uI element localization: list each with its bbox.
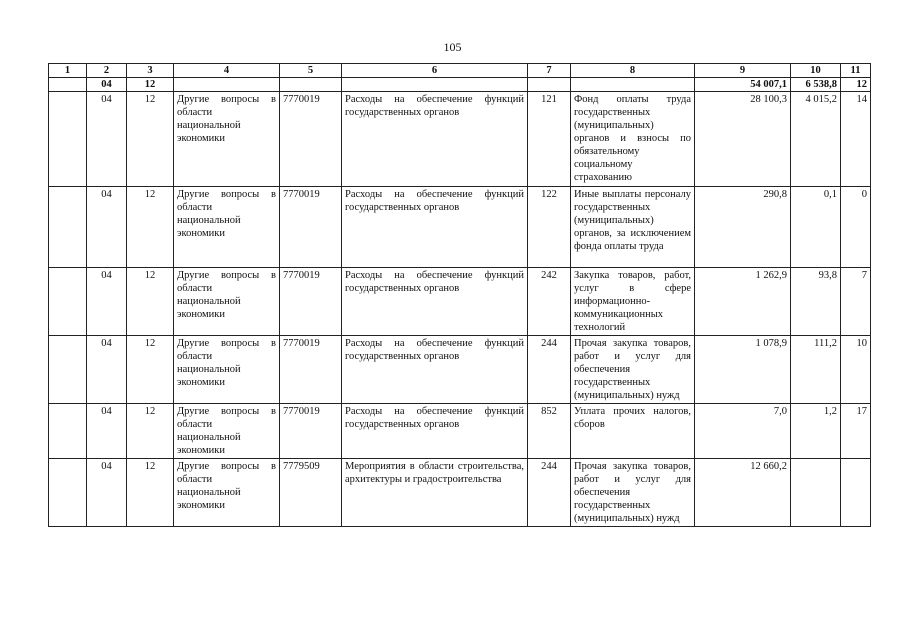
total-cell [280, 78, 342, 92]
plan-amount: 1 262,9 [695, 268, 791, 336]
header-cell: 8 [571, 64, 695, 78]
target-article: 7770019 [280, 404, 342, 459]
article-name: Расходы на обеспечение функций государственных органов [342, 268, 528, 336]
article-name: Мероприятия в области строительства, архитектуры и градостроительства [342, 459, 528, 527]
plan-amount: 12 660,2 [695, 459, 791, 527]
table-row [49, 92, 871, 187]
total-cell [342, 78, 528, 92]
subsection-code: 12 [127, 268, 174, 336]
section-code: 04 [87, 187, 127, 268]
total-cell [174, 78, 280, 92]
expense-type-name: Фонд оплаты труда государственных (муниципальных) органов и взносы по обязательному социальному страхованию [571, 92, 695, 187]
percent: 14 [841, 92, 871, 187]
section-code: 04 [87, 336, 127, 404]
subsection-name: Другие вопросы в области национальной экономики [174, 187, 280, 268]
row-cell [49, 459, 87, 527]
total-percent: 12 [841, 78, 871, 92]
article-name: Расходы на обеспечение функций государственных органов [342, 404, 528, 459]
actual-amount: 0,1 [791, 187, 841, 268]
plan-amount: 28 100,3 [695, 92, 791, 187]
total-cell [528, 78, 571, 92]
subsection-name: Другие вопросы в области национальной экономики [174, 336, 280, 404]
subsection-code: 12 [127, 459, 174, 527]
expense-type-code: 244 [528, 459, 571, 527]
header-cell: 9 [695, 64, 791, 78]
plan-amount: 7,0 [695, 404, 791, 459]
expense-type-name: Иные выплаты персоналу государственных (муниципальных) органов, за исключением фонда оплаты труда [571, 187, 695, 268]
subsection-name: Другие вопросы в области национальной экономики [174, 92, 280, 187]
expense-type-name: Прочая закупка товаров, работ и услуг для обеспечения государственных (муниципальных) нужд [571, 459, 695, 527]
total-row [49, 78, 871, 92]
header-cell: 2 [87, 64, 127, 78]
expense-type-name: Прочая закупка товаров, работ и услуг для обеспечения государственных (муниципальных) нужд [571, 336, 695, 404]
header-cell: 1 [49, 64, 87, 78]
article-name: Расходы на обеспечение функций государственных органов [342, 92, 528, 187]
expense-type-code: 121 [528, 92, 571, 187]
actual-amount: 4 015,2 [791, 92, 841, 187]
actual-amount: 1,2 [791, 404, 841, 459]
article-name: Расходы на обеспечение функций государственных органов [342, 187, 528, 268]
budget-table [48, 63, 871, 527]
total-plan: 54 007,1 [695, 78, 791, 92]
expense-type-code: 852 [528, 404, 571, 459]
total-cell [49, 78, 87, 92]
row-cell [49, 268, 87, 336]
percent [841, 459, 871, 527]
expense-type-code: 242 [528, 268, 571, 336]
section-code: 04 [87, 459, 127, 527]
table-row [49, 187, 871, 268]
total-cell [571, 78, 695, 92]
target-article: 7770019 [280, 336, 342, 404]
header-row [49, 64, 871, 78]
expense-type-code: 244 [528, 336, 571, 404]
header-cell: 5 [280, 64, 342, 78]
header-cell: 11 [841, 64, 871, 78]
subsection-name: Другие вопросы в области национальной экономики [174, 459, 280, 527]
header-cell: 7 [528, 64, 571, 78]
header-cell: 3 [127, 64, 174, 78]
expense-type-code: 122 [528, 187, 571, 268]
total-actual: 6 538,8 [791, 78, 841, 92]
table-row [49, 336, 871, 404]
subsection-name: Другие вопросы в области национальной экономики [174, 268, 280, 336]
percent: 7 [841, 268, 871, 336]
section-code: 04 [87, 404, 127, 459]
subsection-name: Другие вопросы в области национальной экономики [174, 404, 280, 459]
expense-type-name: Закупка товаров, работ, услуг в сфере информационно-коммуникационных технологий [571, 268, 695, 336]
header-cell: 10 [791, 64, 841, 78]
table-row [49, 404, 871, 459]
row-cell [49, 187, 87, 268]
row-cell [49, 92, 87, 187]
percent: 17 [841, 404, 871, 459]
actual-amount: 111,2 [791, 336, 841, 404]
target-article: 7770019 [280, 187, 342, 268]
actual-amount: 93,8 [791, 268, 841, 336]
expense-type-name: Уплата прочих налогов, сборов [571, 404, 695, 459]
subsection-code: 12 [127, 187, 174, 268]
target-article: 7770019 [280, 268, 342, 336]
page-number: 105 [443, 40, 462, 54]
article-name: Расходы на обеспечение функций государственных органов [342, 336, 528, 404]
target-article: 7779509 [280, 459, 342, 527]
table-row [49, 268, 871, 336]
plan-amount: 1 078,9 [695, 336, 791, 404]
target-article: 7770019 [280, 92, 342, 187]
table-row [49, 459, 871, 527]
section-code: 04 [87, 268, 127, 336]
row-cell [49, 336, 87, 404]
plan-amount: 290,8 [695, 187, 791, 268]
subsection-code: 12 [127, 92, 174, 187]
actual-amount [791, 459, 841, 527]
row-cell [49, 404, 87, 459]
total-section: 04 [87, 78, 127, 92]
section-code: 04 [87, 92, 127, 187]
subsection-code: 12 [127, 404, 174, 459]
percent: 0 [841, 187, 871, 268]
header-cell: 6 [342, 64, 528, 78]
subsection-code: 12 [127, 336, 174, 404]
header-cell: 4 [174, 64, 280, 78]
total-subsection: 12 [127, 78, 174, 92]
percent: 10 [841, 336, 871, 404]
